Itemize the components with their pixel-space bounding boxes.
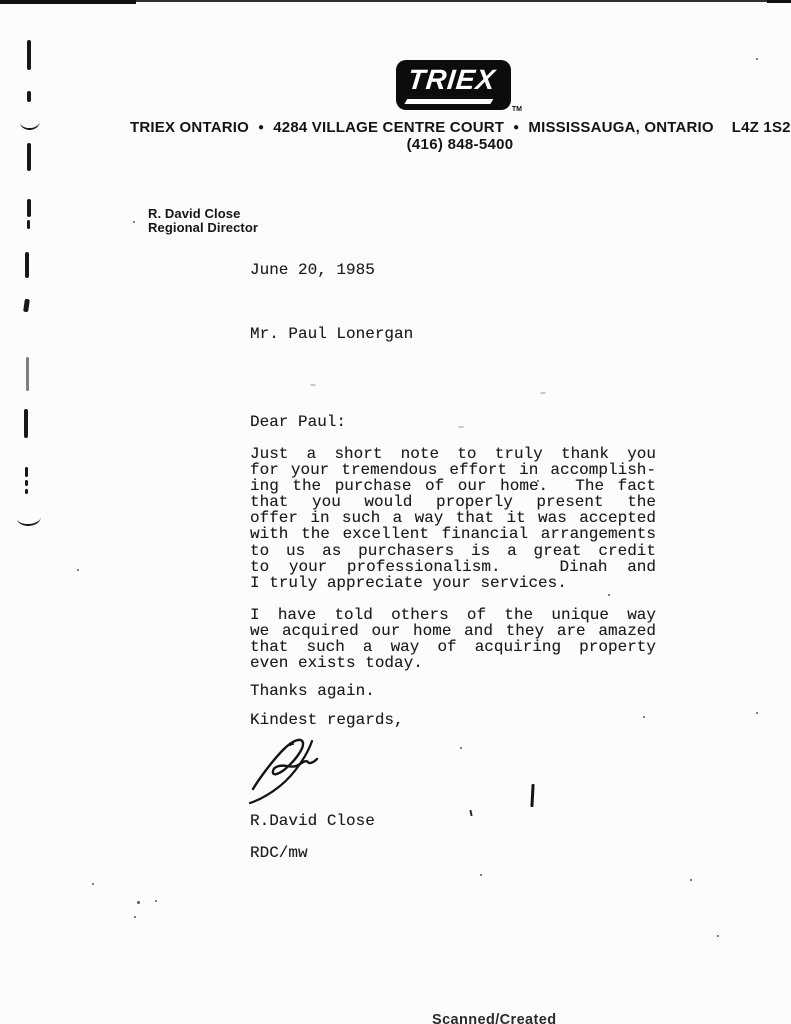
recipient-line: Mr. Paul Lonergan [250,325,414,343]
body-line: offer in such a way that it was accepted [250,510,656,527]
signature-scrawl [246,735,356,812]
bullet-icon: ● [513,122,520,133]
address-city-segment: TRIEX ONTARIO [130,119,249,136]
body-line: to your professionalism. Dinah and [250,558,656,575]
sender-name: R. David Close [148,206,241,221]
paragraph-1 [250,446,656,591]
scan-speck [155,900,157,902]
footer-partial-text: Scanned/Created [432,1012,557,1024]
scan-artifact [20,119,40,130]
scan-artifact [27,40,31,70]
scan-speck [756,58,758,60]
body-line: for your tremendous effort in accomplish- [250,462,656,479]
scan-speck [608,594,610,596]
scan-artifact [24,409,28,438]
scan-speck [690,879,692,881]
logo-underline [405,99,494,104]
scan-artifact [25,252,29,278]
scan-speck [756,712,758,714]
triex-logo [397,61,522,113]
body-line: we acquired our home and they are amazed [250,623,656,640]
scan-artifact [25,467,28,477]
bullet-icon: ● [258,122,265,133]
scan-artifact [27,143,31,171]
letterhead-phone: (416) 848-5400 [406,136,514,153]
scan-speck [77,569,79,571]
sender-title: Regional Director [148,220,259,235]
scan-artifact [27,199,31,217]
body-line: Just a short note to truly thank you [250,446,656,463]
scan-artifact [25,480,28,486]
scan-artifact [23,299,30,313]
scan-artifact [17,515,42,527]
scan-speck [460,747,462,749]
body-line: to us as purchasers is a great credit [250,542,656,559]
logo-wordmark: TRIEX [406,64,498,95]
stray-ink-mark [530,784,534,807]
scan-artifact [27,220,30,229]
address-postal-code: L4Z 1S2 [731,119,791,136]
paragraph-2 [250,607,656,671]
body-line: ing the purchase of our home. The fact [250,478,656,495]
scan-speck [540,392,546,394]
body-line: that such a way of acquiring property [250,639,656,656]
body-line: that you would properly present the [250,494,656,511]
trademark-symbol: TM [511,106,522,113]
signature-name: R.David Close [250,812,375,830]
scan-speck [134,916,136,918]
scan-artifact [26,357,29,391]
body-line: with the excellent financial arrangements [250,526,656,543]
scan-edge-line-right [767,0,791,3]
reference-initials: RDC/mw [250,844,308,862]
body-line: even exists today. [250,655,423,672]
scan-speck [480,874,482,876]
address-street-segment: 4284 VILLAGE CENTRE COURT [273,119,505,136]
letterhead-address [130,119,790,136]
scan-artifact [27,91,31,102]
body-line: I have told others of the unique way [250,607,656,624]
scan-speck [92,883,94,885]
scan-speck [137,901,140,904]
date-line: June 20, 1985 [250,261,375,279]
scan-speck [133,221,135,223]
thanks-line: Thanks again. [250,682,375,700]
closing-line: Kindest regards, [250,711,404,729]
salutation-line: Dear Paul: [250,413,347,431]
scan-speck [310,384,316,386]
scan-edge-line-left [0,0,136,4]
scan-speck [717,935,719,937]
address-province-segment: MISSISSAUGA, ONTARIO [528,119,714,136]
sender-block [148,207,258,235]
scan-artifact [25,489,28,494]
body-line: I truly appreciate your services. [250,574,567,591]
